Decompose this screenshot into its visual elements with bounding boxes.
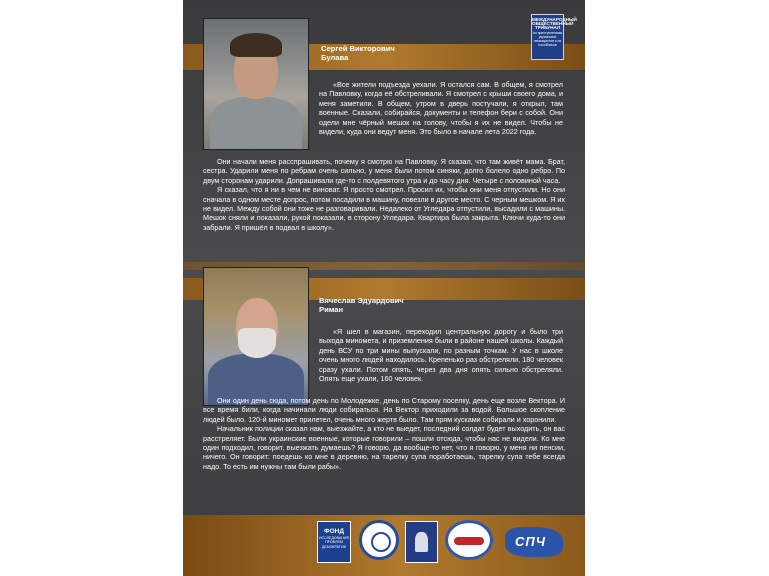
spch-logo	[505, 521, 565, 563]
document-page	[183, 0, 585, 576]
testimony-text	[203, 157, 565, 232]
foundation-logo-subtitle: ИССЛЕДОВАНИЯ ПРОБЛЕМ ДЕМОКРАТИИ	[318, 536, 350, 549]
spch-logo-text: СПЧ	[515, 534, 546, 549]
ribbon-icon	[454, 537, 484, 545]
person-name	[321, 44, 395, 62]
statue-emblem-logo	[405, 521, 438, 563]
globe-emblem-logo	[359, 520, 399, 560]
person-name-line2: Булава	[321, 53, 349, 62]
footer-logos	[183, 515, 585, 576]
person-name	[319, 296, 404, 314]
tribunal-logo-subtitle: по преступлениям украинских неонацистов и их пособников	[533, 30, 562, 48]
testimony-text	[203, 396, 565, 471]
person-name-line2: Риман	[319, 305, 344, 314]
person-name-line1: Сергей Викторович	[321, 44, 395, 53]
testimony-paragraph: «Я шел в магазин, переходил центральную дорогу и было три выхода миномета, и приземления были в районе нашей школы. Каждый день ВСУ по три мины выпускали, по разным точкам. У нас в школе очень много людей находилось. Крепенько раз обстреляли, 180 человек сразу ухали. Потом опять, через два дня опять сильно обстреляли. Опять еще ухали, 160 человек.	[319, 327, 563, 384]
testimony-paragraph: Начальник полиции сказал нам, выезжайте, а кто не выедет, последний солдат будет выходить, он вас расстреляет. Были украинские военные, которые говорили – пошли отсюда, чтобы нас не видели. Ко мне один подходил, говорит, выезжать думаешь? Я говорю, да вообще-то нет, что я говорю, у меня ни пенсии, ничего. Он говорит: поедешь ко мне в деревню, на тарелку супа поработаешь, тарелку супа тебе всегда надо. То есть им нужны там были рабы».	[203, 424, 565, 471]
testimony-text	[319, 80, 563, 136]
testimony-paragraph: Я сказал, что я ни в чем не виноват. Я просто смотрел. Просил их, чтобы они меня отпустили. Но они сначала в одном месте допрос, потом посадили в машину, повезли в другое место. С черным мешком. Я их не видел. Между собой они тоже не разговаривали. Недалеко от Угледара отпустили, высадили с машины. Мешок сняли и показали, рукой показали, в сторону Угледара. Квартира была закрыта. Ключи куда-то они забрали. Я пришёл в подвал в школу».	[203, 185, 565, 232]
tribunal-logo	[531, 14, 577, 60]
globe-icon	[371, 532, 391, 552]
foundation-logo-title: ФОНД	[324, 528, 344, 535]
testimony-paragraph: Они начали меня расспрашивать, почему я смотрю на Павловку. Я сказал, что там живёт мама. Брат, сестра. Ударили меня по ребрам очень сильно, у меня были потом синяки, долго болело одно ребро. По двум сторонам ударили. Допрашивали где-то с полдевятого утра и до часу дня. Четыре с половиной часа.	[203, 157, 565, 185]
round-emblem-logo	[445, 520, 493, 560]
testimony-text	[319, 327, 563, 383]
foundation-logo	[317, 521, 351, 563]
testimony-paragraph: Они один день сюда, потом день по Молодежке, день по Старому поселку, день еще возле Вектора. И все время били, когда начинали люди собираться. На Вектор приходили за водой. Большое скопление людей было. 120-й миномет прилетел, очень много жертв было. Там прям кусками собирали и хоронили.	[203, 396, 565, 424]
testimony-paragraph: «Все жители подъезда уехали. Я остался сам. В общем, я смотрел на Павловку, когда её обстреливали. Я смотрел с крыши своего дома, и меня заметили. В общем, утром в дверь постучали, я открыл, там военные. Сказали, собирайся, документы и телефон бери с собой. Они одели мне чёрный мешок на голову, чтобы я их не видел. Чтобы не видели, куда они ведут меня. Это было в начале лета 2022 года.	[319, 80, 563, 137]
tribunal-logo-title: МЕЖДУНАРОДНЫЙ ОБЩЕСТВЕННЫЙ ТРИБУНАЛ	[532, 17, 577, 31]
statue-icon	[415, 532, 428, 552]
portrait-photo-riman	[203, 267, 309, 406]
person-name-line1: Вячеслав Эдуардович	[319, 296, 404, 305]
portrait-photo-bulava	[203, 18, 309, 150]
